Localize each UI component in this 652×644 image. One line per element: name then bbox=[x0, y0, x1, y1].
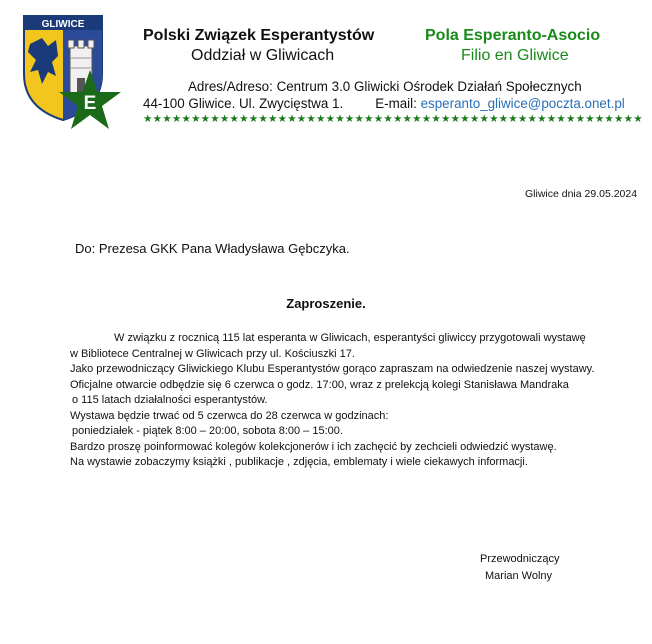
body-line: o 115 latach działalności esperantystów. bbox=[72, 394, 268, 406]
branch-name-eo: Filio en Gliwice bbox=[461, 47, 569, 64]
body-line: w Bibliotece Centralnej w Gliwicach przy ul. Kościuszki 17. bbox=[70, 347, 355, 360]
body-line: Na wystawie zobaczymy książki , publikacje , zdjęcia, emblematy i wiele ciekawych informacji. bbox=[70, 456, 528, 468]
body-line: Jako przewodniczący Gliwickiego Klubu Esperantystów gorąco zapraszam na odwiedzenie naszej wystawy. bbox=[70, 363, 595, 375]
signature-title: Przewodniczący bbox=[480, 553, 560, 565]
body-line: Wystawa będzie trwać od 5 czerwca do 28 czerwca w godzinach: bbox=[70, 409, 389, 422]
letter-title: Zaproszenie. bbox=[286, 296, 366, 311]
body-line: W związku z rocznicą 115 lat esperanta w Gliwicach, esperantyści gliwiccy przygotowali wystawę bbox=[114, 332, 586, 344]
body-line: poniedziałek - piątek 8:00 – 20:00, sobota 8:00 – 15:00. bbox=[72, 425, 343, 437]
signature-name: Marian Wolny bbox=[485, 570, 553, 582]
address-line-2 bbox=[143, 96, 625, 111]
gliwice-esperanto-emblem bbox=[22, 12, 126, 132]
email-label: E-mail: bbox=[375, 96, 421, 111]
email-link[interactable]: esperanto_gliwice@poczta.onet.pl bbox=[420, 96, 625, 111]
star-divider: ★★★★★★★★★★★★★★★★★★★★★★★★★★★★★★★★★★★★★★★★★★★★★★★★★★★★ bbox=[143, 113, 643, 125]
letter-body bbox=[70, 331, 594, 471]
star-letter: E bbox=[83, 93, 97, 114]
branch-name-pl: Oddział w Gliwicach bbox=[191, 47, 335, 64]
letter-recipient: Do: Prezesa GKK Pana Władysława Gębczyka. bbox=[75, 241, 350, 256]
letter-date: Gliwice dnia 29.05.2024 bbox=[525, 188, 638, 200]
street-address: 44-100 Gliwice. Ul. Zwycięstwa 1. bbox=[143, 96, 344, 111]
body-line: Oficjalne otwarcie odbędzie się 6 czerwca o godz. 17:00, wraz z prelekcją kolegi Stanisława Mandraka bbox=[70, 378, 569, 391]
address-line-1: Adres/Adreso: Centrum 3.0 Gliwicki Ośrodek Działań Społecznych bbox=[188, 79, 582, 94]
org-name-eo: Pola Esperanto-Asocio bbox=[425, 27, 601, 44]
org-name-pl: Polski Związek Esperantystów bbox=[143, 27, 375, 44]
city-label: GLIWICE bbox=[41, 19, 85, 30]
body-line: Bardzo proszę poinformować kolegów kolekcjonerów i ich zachęcić by zechcieli odwiedzić wystawę. bbox=[70, 440, 557, 453]
